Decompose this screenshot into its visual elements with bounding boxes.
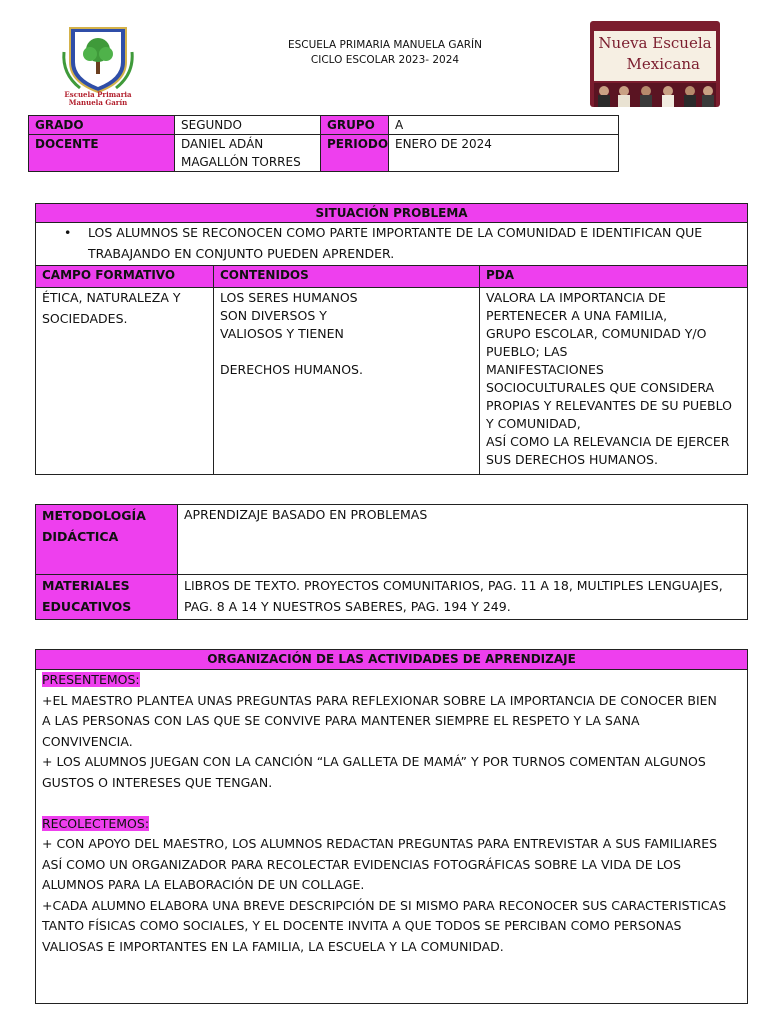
presentemos-line: CONVIVENCIA. bbox=[42, 733, 133, 749]
pda-line: SUS DERECHOS HUMANOS. bbox=[486, 452, 658, 467]
materiales-value-line-2: PAG. 8 A 14 Y NUESTROS SABERES, PAG. 194 Y 249. bbox=[184, 599, 511, 614]
presentemos-line: + LOS ALUMNOS JUEGAN CON LA CANCIÓN “LA GALLETA DE MAMÁ” Y POR TURNOS COMENTAN ALGUNOS bbox=[42, 754, 706, 769]
logo-title-line-1: Nueva Escuela bbox=[598, 34, 712, 52]
pda-line: Y COMUNIDAD, bbox=[486, 416, 581, 431]
contenidos-line: SON DIVERSOS Y bbox=[220, 308, 327, 323]
pda-line: ASÍ COMO LA RELEVANCIA DE EJERCER bbox=[486, 434, 730, 449]
campo-line: SOCIEDADES. bbox=[42, 310, 128, 326]
svg-text:Manuela Garín: Manuela Garín bbox=[68, 98, 128, 106]
pda-cell bbox=[480, 288, 748, 475]
recolectemos-line: ALUMNOS PARA LA ELABORACIÓN DE UN COLLAGE. bbox=[42, 877, 365, 892]
presentemos-line: +EL MAESTRO PLANTEA UNAS PREGUNTAS PARA REFLEXIONAR SOBRE LA IMPORTANCIA DE CONOCER BIEN bbox=[42, 692, 717, 708]
materiales-value bbox=[178, 575, 748, 620]
materiales-label-line-1: MATERIALES bbox=[42, 578, 130, 593]
organizacion-table bbox=[35, 649, 748, 1004]
historic-figures-graphic bbox=[594, 83, 716, 107]
recolectemos-line: ASÍ COMO UN ORGANIZADOR PARA RECOLECTAR EVIDENCIAS FOTOGRÁFICAS SOBRE LA VIDA DE LOS bbox=[42, 856, 681, 872]
situacion-description bbox=[36, 223, 748, 266]
materiales-label-line-2: EDUCATIVOS bbox=[42, 599, 132, 614]
docente-value-line-2: MAGALLÓN TORRES bbox=[181, 155, 301, 169]
materiales-label bbox=[36, 575, 178, 620]
organizacion-title: ORGANIZACIÓN DE LAS ACTIVIDADES DE APRENDIZAJE bbox=[36, 650, 748, 670]
presentemos-heading: PRESENTEMOS: bbox=[42, 672, 140, 687]
presentemos-line: A LAS PERSONAS CON LAS QUE SE CONVIVE PARA MANTENER SIEMPRE EL RESPETO Y LA SANA bbox=[42, 713, 640, 728]
metodologia-value: APRENDIZAJE BASADO EN PROBLEMAS bbox=[178, 505, 748, 575]
situacion-bullet-line-2: TRABAJANDO EN CONJUNTO PUEDEN APRENDER. bbox=[88, 245, 395, 261]
situacion-title: SITUACIÓN PROBLEMA bbox=[36, 204, 748, 223]
logo-title-line-2: Mexicana bbox=[626, 55, 700, 73]
situacion-problema-table bbox=[35, 203, 748, 475]
recolectemos-line: TANTO FÍSICAS COMO SOCIALES, Y EL DOCENTE INVITA A QUE TODOS SE PERCIBAN COMO PERSONAS bbox=[42, 918, 682, 933]
campo-formativo-cell bbox=[36, 288, 214, 475]
presentemos-line: GUSTOS O INTERESES QUE TENGAN. bbox=[42, 774, 273, 790]
pda-line: VALORA LA IMPORTANCIA DE bbox=[486, 290, 666, 305]
periodo-value: ENERO DE 2024 bbox=[389, 135, 619, 172]
school-logo bbox=[58, 22, 138, 106]
metodologia-label bbox=[36, 505, 178, 575]
contenidos-line: LOS SERES HUMANOS bbox=[220, 290, 358, 305]
pda-line: MANIFESTACIONES bbox=[486, 362, 604, 377]
campo-line: ÉTICA, NATURALEZA Y bbox=[42, 290, 181, 305]
recolectemos-heading: RECOLECTEMOS: bbox=[42, 815, 150, 831]
grado-value: SEGUNDO bbox=[175, 116, 321, 135]
grado-label: GRADO bbox=[29, 116, 175, 135]
contenidos-line: VALIOSOS Y TIENEN bbox=[220, 326, 344, 341]
col-contenidos: CONTENIDOS bbox=[214, 266, 480, 288]
pda-line: SOCIOCULTURALES QUE CONSIDERA bbox=[486, 380, 715, 395]
contenidos-line bbox=[220, 343, 473, 361]
svg-text:Escuela Primaria: Escuela Primaria bbox=[64, 90, 132, 99]
situacion-bullet-line-1: • LOS ALUMNOS SE RECONOCEN COMO PARTE IMPORTANTE DE LA COMUNIDAD E IDENTIFICAN QUE bbox=[88, 225, 703, 240]
grupo-value: A bbox=[389, 116, 619, 135]
school-cycle: CICLO ESCOLAR 2023- 2024 bbox=[310, 54, 460, 66]
col-campo-formativo: CAMPO FORMATIVO bbox=[36, 266, 214, 288]
contenidos-cell bbox=[214, 288, 480, 475]
docente-label: DOCENTE bbox=[29, 135, 175, 172]
metodologia-label-line-1: METODOLOGÍA bbox=[42, 508, 146, 523]
recolectemos-line: + CON APOYO DEL MAESTRO, LOS ALUMNOS REDACTAN PREGUNTAS PARA ENTREVISTAR A SUS FAMILIARES bbox=[42, 836, 718, 851]
recolectemos-line: +CADA ALUMNO ELABORA UNA BREVE DESCRIPCIÓN DE SI MISMO PARA RECONOCER SUS CARACTERISTICAS bbox=[42, 897, 727, 913]
contenidos-line: DERECHOS HUMANOS. bbox=[220, 362, 363, 377]
materiales-value-line-1: LIBROS DE TEXTO. PROYECTOS COMUNITARIOS, PAG. 11 A 18, MULTIPLES LENGUAJES, bbox=[184, 578, 723, 593]
pda-line: PUEBLO; LAS bbox=[486, 344, 568, 359]
periodo-label: PERIODO bbox=[321, 135, 389, 172]
recolectemos-line: VALIOSAS E IMPORTANTES EN LA FAMILIA, LA ESCUELA Y LA COMUNIDAD. bbox=[42, 938, 504, 954]
metodologia-table bbox=[35, 504, 748, 620]
grupo-label: GRUPO bbox=[321, 116, 389, 135]
metodologia-label-line-2: DIDÁCTICA bbox=[42, 529, 119, 544]
pda-line: GRUPO ESCOLAR, COMUNIDAD Y/O bbox=[486, 326, 707, 341]
situacion-bullet bbox=[42, 223, 741, 264]
pda-line: PERTENECER A UNA FAMILIA, bbox=[486, 308, 668, 323]
organizacion-body bbox=[36, 670, 748, 1004]
nueva-escuela-mexicana-logo bbox=[590, 21, 720, 107]
info-table bbox=[28, 115, 619, 172]
school-name: ESCUELA PRIMARIA MANUELA GARÍN bbox=[287, 39, 483, 51]
docente-value-line-1: DANIEL ADÁN bbox=[181, 137, 264, 151]
col-pda: PDA bbox=[480, 266, 748, 288]
pda-line: PROPIAS Y RELEVANTES DE SU PUEBLO bbox=[486, 398, 732, 413]
docente-value bbox=[175, 135, 321, 172]
